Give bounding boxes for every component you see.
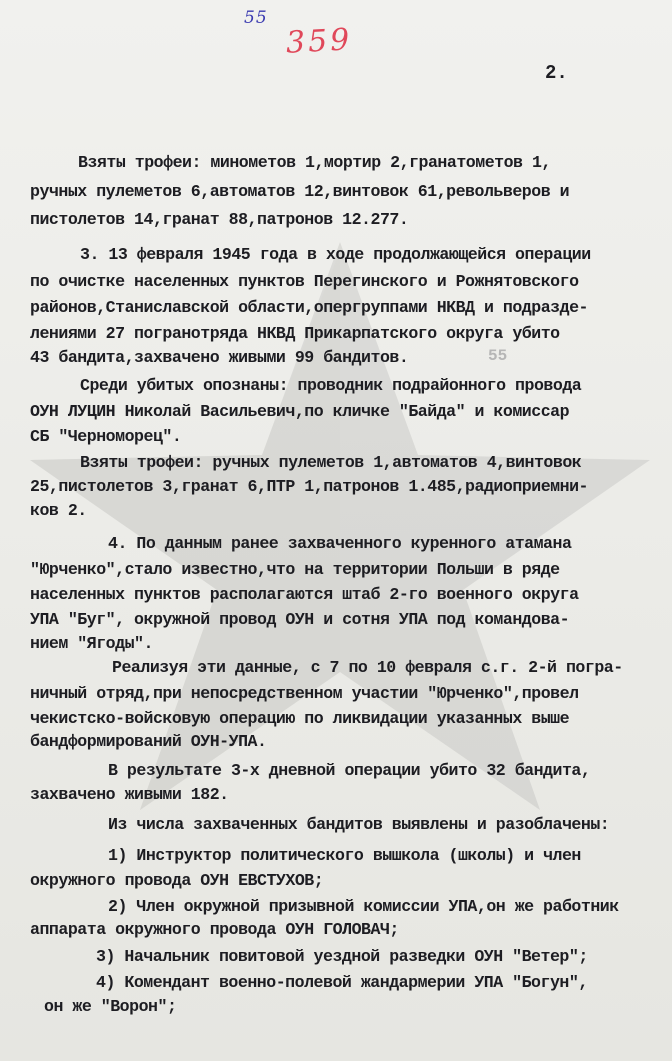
text-line: окружного провода ОУН ЕВСТУХОВ; — [30, 871, 324, 890]
text-line: Взяты трофеи: ручных пулеметов 1,автоматов 4,винтовок — [80, 453, 582, 472]
text-line: лениями 27 погранотряда НКВД Прикарпатского округа убито — [30, 324, 560, 343]
archive-page-number: 55 — [244, 8, 268, 28]
text-line: "Юрченко",стало известно,что на территории Польши в ряде — [30, 560, 560, 579]
stamp-page-number: 359 — [285, 22, 354, 61]
text-line: 4. По данным ранее захваченного куренного атамана — [108, 534, 572, 553]
text-line: 4) Комендант военно-полевой жандармерии УПА "Богун", — [96, 973, 588, 992]
text-line: аппарата окружного провода ОУН ГОЛОВАЧ; — [30, 920, 399, 939]
text-line: районов,Станиславской области,опергруппами НКВД и подразде- — [30, 298, 589, 317]
faint-overprint-mark: 55 — [488, 347, 508, 365]
text-line: В результате 3-х дневной операции убито 32 бандита, — [108, 761, 591, 780]
text-line: 25,пистолетов 3,гранат 6,ПТР 1,патронов 1.485,радиоприемни- — [30, 477, 589, 496]
text-line: 3. 13 февраля 1945 года в ходе продолжающейся операции — [80, 245, 591, 264]
text-line: 43 бандита,захвачено живыми 99 бандитов. — [30, 348, 409, 367]
text-line: 1) Инструктор политического вышкола (школы) и член — [108, 846, 581, 865]
text-line: Взяты трофеи: минометов 1,мортир 2,гранатометов 1, — [78, 153, 551, 172]
text-line: УПА "Буг", окружной провод ОУН и сотня УПА под командова- — [30, 610, 570, 629]
text-line: 3) Начальник повитовой уездной разведки ОУН "Ветер"; — [96, 947, 588, 966]
text-line: Из числа захваченных бандитов выявлены и разоблачены: — [108, 815, 610, 834]
text-line: населенных пунктов располагаются штаб 2-го военного округа — [30, 585, 579, 604]
text-line: бандформирований ОУН-УПА. — [30, 732, 267, 751]
text-line: 2) Член окружной призывной комиссии УПА,он же работник — [108, 897, 619, 916]
text-line: ничный отряд,при непосредственном участии "Юрченко",провел — [30, 684, 579, 703]
text-line: Среди убитых опознаны: проводник подрайонного провода — [80, 376, 582, 395]
text-line: ков 2. — [30, 501, 87, 520]
text-line: ручных пулеметов 6,автоматов 12,винтовок 61,револьверов и — [30, 182, 570, 201]
text-line: он же "Ворон"; — [44, 997, 177, 1016]
page-number: 2. — [545, 62, 568, 84]
text-line: чекистско-войсковую операцию по ликвидации указанных выше — [30, 709, 570, 728]
text-line: пистолетов 14,гранат 88,патронов 12.277. — [30, 210, 409, 229]
text-line: нием "Ягоды". — [30, 634, 153, 653]
text-line: захвачено живыми 182. — [30, 785, 229, 804]
text-line: Реализуя эти данные, с 7 по 10 февраля с.г. 2-й погра- — [112, 658, 623, 677]
text-line: ОУН ЛУЦИН Николай Васильевич,по кличке "Байда" и комиссар — [30, 402, 570, 421]
text-line: по очистке населенных пунктов Перегинского и Рожнятовского — [30, 272, 579, 291]
text-line: СБ "Черноморец". — [30, 427, 182, 446]
